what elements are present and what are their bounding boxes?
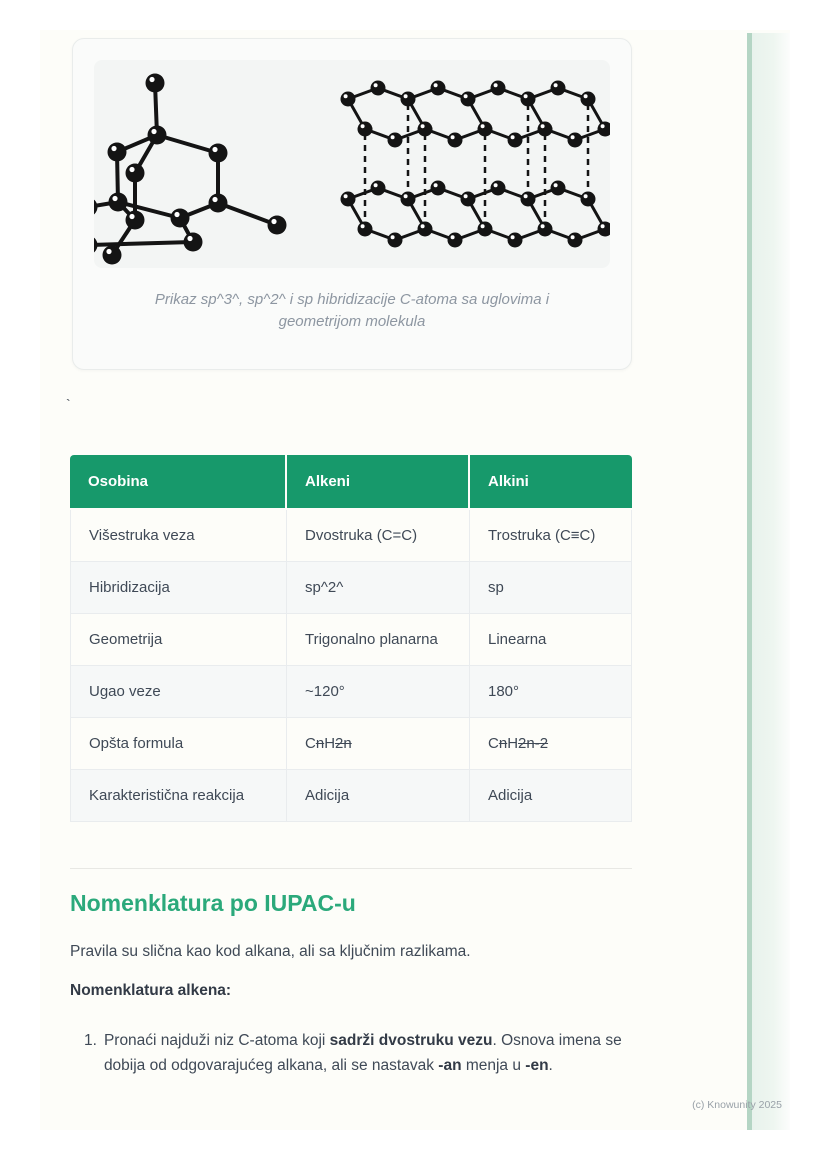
header-cell-alkeni: Alkeni (287, 455, 470, 510)
cell-alkeni: sp^2^ (287, 562, 470, 614)
cell-alkini: Linearna (470, 614, 632, 666)
header-cell-alkini: Alkini (470, 455, 632, 510)
cell-property: Višestruka veza (70, 510, 287, 562)
cell-property: Geometrija (70, 614, 287, 666)
cell-alkeni: ~120° (287, 666, 470, 718)
cell-alkeni: Trigonalno planarna (287, 614, 470, 666)
list-item-text: Pronaći najduži niz C-atoma koji sadrži dvostruku vezu. Osnova imena se dobija od odgovarajućeg alkana, ali se nastavak -an menja u -en. (103, 1032, 622, 1074)
cell-property: Karakteristična reakcija (70, 770, 287, 822)
alkeni-alkini-comparison-table (70, 455, 632, 822)
cell-alkeni: Dvostruka (C=C) (287, 510, 470, 562)
graphite-interlayer-dashed-bonds (365, 104, 588, 224)
cell-property: Opšta formula (70, 718, 287, 770)
cell-alkini-formula: CnH2n-2 (470, 718, 632, 770)
cell-property: Ugao veze (70, 666, 287, 718)
hybridization-illustration (94, 60, 610, 268)
subheading-nomenklatura-alkena: Nomenklatura alkena: (70, 982, 232, 999)
stray-backtick-text: ` (66, 396, 71, 412)
numbered-list-item (84, 1028, 632, 1078)
table-row (70, 718, 632, 770)
section-heading: Nomenklatura po IUPAC-u (70, 890, 356, 916)
cell-alkini: Trostruka (C≡C) (470, 510, 632, 562)
cell-alkini: 180° (470, 666, 632, 718)
graphite-layers-drawing (348, 88, 605, 240)
table-row (70, 770, 632, 822)
intro-paragraph: Pravila su slična kao kod alkana, ali sa ključnim razlikama. (70, 943, 471, 960)
graphite-atoms (341, 81, 611, 248)
right-green-margin-bar (747, 33, 790, 1130)
cell-alkini: Adicija (470, 770, 632, 822)
section-divider (70, 868, 632, 869)
table-header-row (70, 455, 632, 510)
copyright-text: (c) Knowunity 2025 (692, 1099, 782, 1111)
table-row (70, 562, 632, 614)
molecule-structures-image (94, 60, 610, 268)
table-row (70, 666, 632, 718)
header-cell-osobina: Osobina (70, 455, 287, 510)
cell-property: Hibridizacija (70, 562, 287, 614)
table-row (70, 510, 632, 562)
cell-alkini: sp (470, 562, 632, 614)
diamond-lattice-drawing (94, 83, 277, 255)
figure-caption: Prikaz sp^3^, sp^2^ i sp hibridizacije C-atoma sa uglovima i geometrijom molekula (154, 291, 550, 330)
figure-card (72, 38, 632, 370)
table-row (70, 614, 632, 666)
cell-alkeni-formula: CnH2n (287, 718, 470, 770)
cell-alkeni: Adicija (287, 770, 470, 822)
list-marker: 1. (84, 1032, 97, 1049)
